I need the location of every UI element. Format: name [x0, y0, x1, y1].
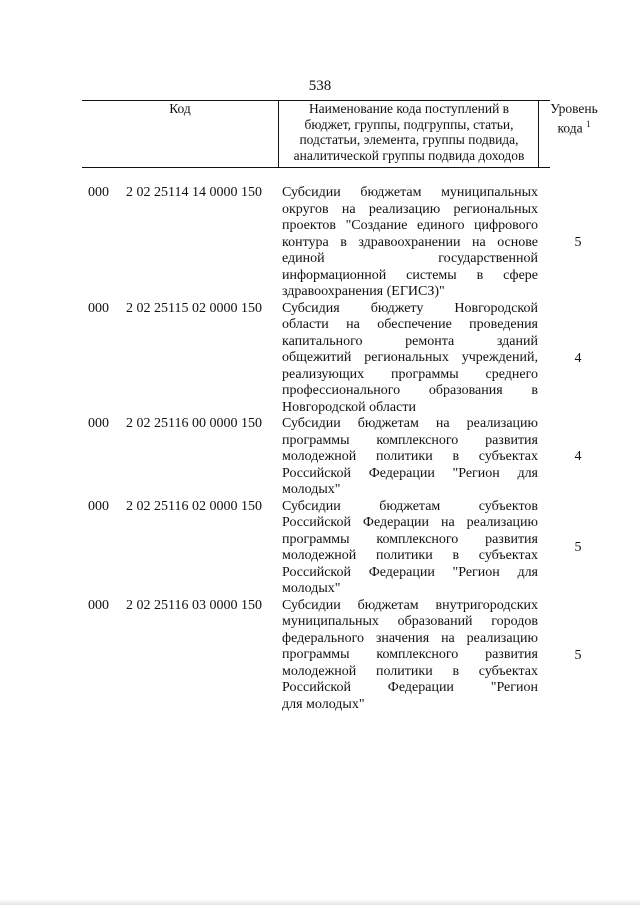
name-line: Российской Федерации на реализацию [282, 515, 538, 530]
name-line: Российской Федерации "Регион для [282, 564, 538, 580]
name-line: молодежной политики в субъектах [282, 663, 538, 679]
header-level-line1: Уровень [550, 101, 598, 116]
level-value: 4 [574, 449, 582, 464]
name-line: здравоохранения (ЕГИСЗ)" [282, 284, 445, 299]
table-row [0, 499, 640, 598]
name-line: Субсидии бюджетам внутригородских [282, 597, 538, 613]
name-line: единой государственной [282, 251, 538, 266]
name-line: программы комплексного развития [282, 647, 538, 662]
name-line: молодежной политики в субъектах [282, 449, 538, 464]
name-line: информационной системы в сфере [282, 267, 538, 283]
name-line: молодых" [282, 482, 341, 497]
header-name-line: бюджет, группы, подгруппы, статьи, [304, 116, 514, 132]
income-code: 2 02 25116 03 0000 150 [126, 597, 262, 613]
income-name [282, 598, 538, 714]
table-row [0, 416, 640, 499]
level-value: 5 [574, 235, 582, 250]
table-row [0, 185, 640, 301]
admin-code: 000 [88, 300, 109, 316]
name-line: Российской Федерации "Регион для [282, 465, 538, 481]
income-code: 2 02 25116 02 0000 150 [126, 498, 262, 514]
footnote-marker: 1 [585, 118, 591, 129]
name-line: Субсидии бюджетам на реализацию [282, 416, 538, 431]
header-level-line2 [539, 117, 609, 136]
name-line: проектов "Создание единого цифрового [282, 218, 538, 233]
name-line: реализующих программы среднего [282, 366, 538, 382]
admin-code: 000 [88, 185, 109, 200]
name-line: молодежной политики в субъектах [282, 548, 538, 563]
income-name [282, 499, 538, 598]
income-code: 2 02 25114 14 0000 150 [126, 185, 262, 200]
name-line: области на обеспечение проведения [282, 317, 538, 332]
level-value: 5 [574, 647, 582, 663]
name-line: Субсидия бюджету Новгородской [282, 300, 538, 316]
name-line: Субсидии бюджетам муниципальных [282, 185, 538, 200]
name-line: округов на реализацию региональных [282, 201, 538, 217]
header-level-word: кода [557, 120, 583, 135]
level-value: 5 [574, 539, 582, 555]
name-line: контура в здравоохранении на основе [282, 234, 538, 250]
table-row [0, 301, 640, 417]
admin-code: 000 [88, 416, 109, 431]
name-line: программы комплексного развития [282, 531, 538, 547]
level-value: 4 [574, 350, 582, 366]
name-line: капитального ремонта зданий [282, 333, 538, 349]
name-line: общежитий региональных учреждений, [282, 350, 538, 365]
table-body [0, 185, 640, 713]
header-name-line: Наименование кода поступлений в [308, 101, 510, 116]
admin-code: 000 [88, 597, 109, 613]
name-line: для молодых" [282, 696, 365, 712]
header-name [278, 101, 539, 167]
header-level [538, 101, 609, 167]
header-code: Код [169, 101, 191, 116]
name-line: программы комплексного развития [282, 432, 538, 448]
name-line: Новгородской области [282, 399, 416, 415]
income-name [282, 185, 538, 301]
table-row [0, 598, 640, 714]
name-line: молодых" [282, 581, 341, 596]
page-number: 538 [308, 78, 332, 94]
name-line: профессионального образования в [282, 383, 538, 398]
name-line: муниципальных образований городов [282, 614, 538, 629]
table-header [82, 100, 598, 168]
income-name [282, 416, 538, 499]
income-code: 2 02 25116 00 0000 150 [126, 416, 262, 431]
header-name-line: аналитической группы подвида доходов [293, 147, 525, 163]
header-name-line: подстатьи, элемента, группы подвида, [299, 132, 519, 147]
admin-code: 000 [88, 498, 109, 514]
name-line: Субсидии бюджетам субъектов [282, 498, 538, 514]
scan-edge [0, 899, 640, 905]
income-name [282, 301, 538, 417]
income-code: 2 02 25115 02 0000 150 [126, 300, 262, 316]
name-line: федерального значения на реализацию [282, 630, 538, 646]
name-line: Российской Федерации "Регион [282, 680, 538, 695]
